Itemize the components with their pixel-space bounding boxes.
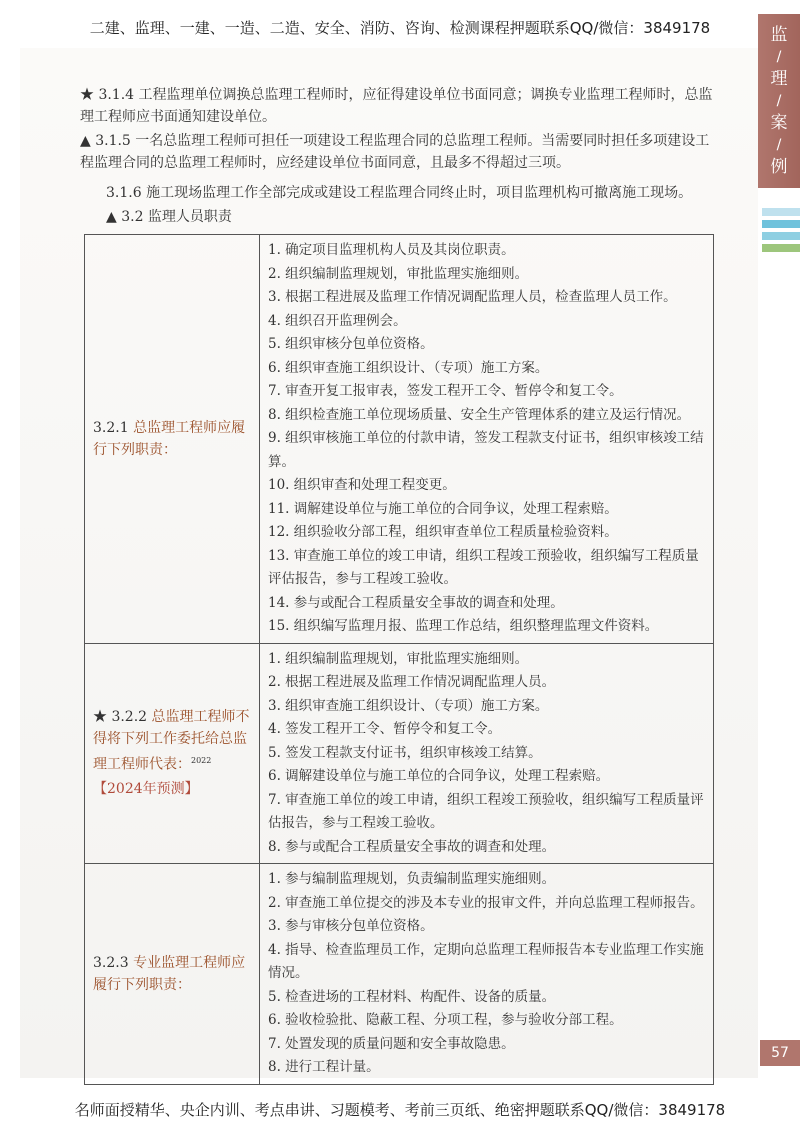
section-title: 总监理工程师不得将下列工作委托给总监理工程师代表： bbox=[93, 709, 250, 774]
prediction-tag: 【2024年预测】 bbox=[93, 781, 199, 798]
section-items bbox=[260, 643, 714, 864]
side-tab-char: 理 bbox=[770, 69, 788, 89]
list-item: 6. 组织审查施工组织设计、（专项）施工方案。 bbox=[268, 359, 549, 376]
list-item: 4. 组织召开监理例会。 bbox=[268, 312, 407, 329]
list-item: 7. 审查开复工报审表，签发工程开工令、暂停令和复工令。 bbox=[268, 383, 623, 399]
table-row bbox=[85, 864, 714, 1085]
list-item: 1. 组织编制监理规划，审批监理实施细则。 bbox=[268, 650, 529, 667]
list-item: 8. 组织检查施工单位现场质量、安全生产管理体系的建立及运行情况。 bbox=[268, 406, 691, 423]
list-item: 2. 根据工程进展及监理工作情况调配监理人员。 bbox=[268, 674, 556, 690]
color-strip bbox=[762, 244, 800, 252]
table-row bbox=[85, 643, 714, 864]
year-tag: 2022 bbox=[191, 756, 212, 766]
side-tab-char: 案 bbox=[770, 113, 788, 133]
section-items bbox=[260, 235, 714, 644]
side-tab-char: 例 bbox=[770, 157, 788, 177]
duties-table bbox=[84, 234, 714, 1085]
list-item: 13. 审查施工单位的竣工申请，组织工程竣工预验收，组织编写工程质量评估报告，参与工程竣工验收。 bbox=[268, 547, 699, 587]
section-heading-3-2: ▲ 3.2 监理人员职责 bbox=[106, 209, 232, 225]
list-item: 11. 调解建设单位与施工单位的合同争议，处理工程索赔。 bbox=[268, 500, 618, 517]
color-strip bbox=[762, 208, 800, 216]
star-mark: ★ bbox=[93, 709, 107, 726]
bottom-banner: 名师面授精华、央企内训、考点串讲、习题模考、考前三页纸、绝密押题联系QQ/微信：3849178 bbox=[74, 1101, 726, 1119]
section-items bbox=[260, 864, 714, 1085]
list-item: 4. 签发工程开工令、暂停令和复工令。 bbox=[268, 721, 502, 737]
section-title: 专业监理工程师应履行下列职责： bbox=[93, 954, 246, 993]
list-item: 1. 参与编制监理规划，负责编制监理实施细则。 bbox=[268, 871, 556, 887]
list-item: 1. 确定项目监理机构人员及其岗位职责。 bbox=[268, 242, 515, 258]
list-item: 9. 组织审核施工单位的付款申请，签发工程款支付证书，组织审核竣工结算。 bbox=[268, 430, 704, 470]
list-item: 2. 审查施工单位提交的涉及本专业的报审文件，并向总监理工程师报告。 bbox=[268, 894, 704, 911]
section-title-cell bbox=[85, 864, 260, 1085]
list-item: 5. 组织审核分包单位资格。 bbox=[268, 336, 434, 352]
list-item: 8. 进行工程计量。 bbox=[268, 1059, 380, 1075]
section-title-cell bbox=[85, 643, 260, 864]
section-number: 3.2.1 bbox=[93, 419, 129, 436]
list-item: 7. 处置发现的质量问题和安全事故隐患。 bbox=[268, 1035, 515, 1052]
list-item: 2. 组织编制监理规划，审批监理实施细则。 bbox=[268, 265, 529, 282]
color-strip bbox=[762, 232, 800, 240]
paragraph-3-1-4: ★ 3.1.4 工程监理单位调换总监理工程师时，应征得建设单位书面同意；调换专业监理工程师时，总监理工程师应书面通知建设单位。 bbox=[80, 87, 713, 125]
section-title-cell bbox=[85, 235, 260, 644]
color-strip bbox=[762, 220, 800, 228]
list-item: 6. 调解建设单位与施工单位的合同争议，处理工程索赔。 bbox=[268, 768, 610, 784]
list-item: 3. 根据工程进展及监理工作情况调配监理人员，检查监理人员工作。 bbox=[268, 289, 677, 305]
list-item: 8. 参与或配合工程质量安全事故的调查和处理。 bbox=[268, 838, 556, 855]
list-item: 10. 组织审查和处理工程变更。 bbox=[268, 477, 456, 493]
chapter-side-tab: 监 / 理 / 案 / 例 bbox=[758, 14, 800, 188]
list-item: 4. 指导、检查监理员工作，定期向总监理工程师报告本专业监理工作实施情况。 bbox=[268, 941, 704, 981]
paragraph-3-1-6: 3.1.6 施工现场监理工作全部完成或建设工程监理合同终止时，项目监理机构可撤离施工现场。 bbox=[106, 185, 693, 201]
list-item: 6. 验收检验批、隐蔽工程、分项工程，参与验收分部工程。 bbox=[268, 1012, 623, 1028]
list-item: 5. 签发工程款支付证书，组织审核竣工结算。 bbox=[268, 744, 542, 761]
page-number: 57 bbox=[760, 1040, 800, 1066]
list-item: 7. 审查施工单位的竣工申请，组织工程竣工预验收，组织编写工程质量评估报告，参与工程竣工验收。 bbox=[268, 791, 704, 831]
paragraph-3-1-5: ▲ 3.1.5 一名总监理工程师可担任一项建设工程监理合同的总监理工程师。当需要同时担任多项建设工程监理合同的总监理工程师时，应经建设单位书面同意，且最多不得超过三项。 bbox=[80, 133, 710, 171]
top-banner: 二建、监理、一建、一造、二造、安全、消防、咨询、检测课程押题联系QQ/微信：3849178 bbox=[89, 19, 711, 37]
section-number: 3.2.2 bbox=[111, 709, 148, 726]
section-title: 总监理工程师应履行下列职责： bbox=[93, 419, 246, 458]
list-item: 14. 参与或配合工程质量安全事故的调查和处理。 bbox=[268, 594, 564, 611]
side-tab-char: 监 bbox=[770, 25, 788, 45]
list-item: 3. 组织审查施工组织设计、（专项）施工方案。 bbox=[268, 697, 549, 714]
table-row bbox=[85, 235, 714, 644]
list-item: 3. 参与审核分包单位资格。 bbox=[268, 918, 434, 934]
list-item: 5. 检查进场的工程材料、构配件、设备的质量。 bbox=[268, 988, 556, 1005]
list-item: 15. 组织编写监理月报、监理工作总结，组织整理监理文件资料。 bbox=[268, 618, 659, 634]
list-item: 12. 组织验收分部工程，组织审查单位工程质量检验资料。 bbox=[268, 524, 618, 540]
section-number: 3.2.3 bbox=[93, 954, 129, 971]
